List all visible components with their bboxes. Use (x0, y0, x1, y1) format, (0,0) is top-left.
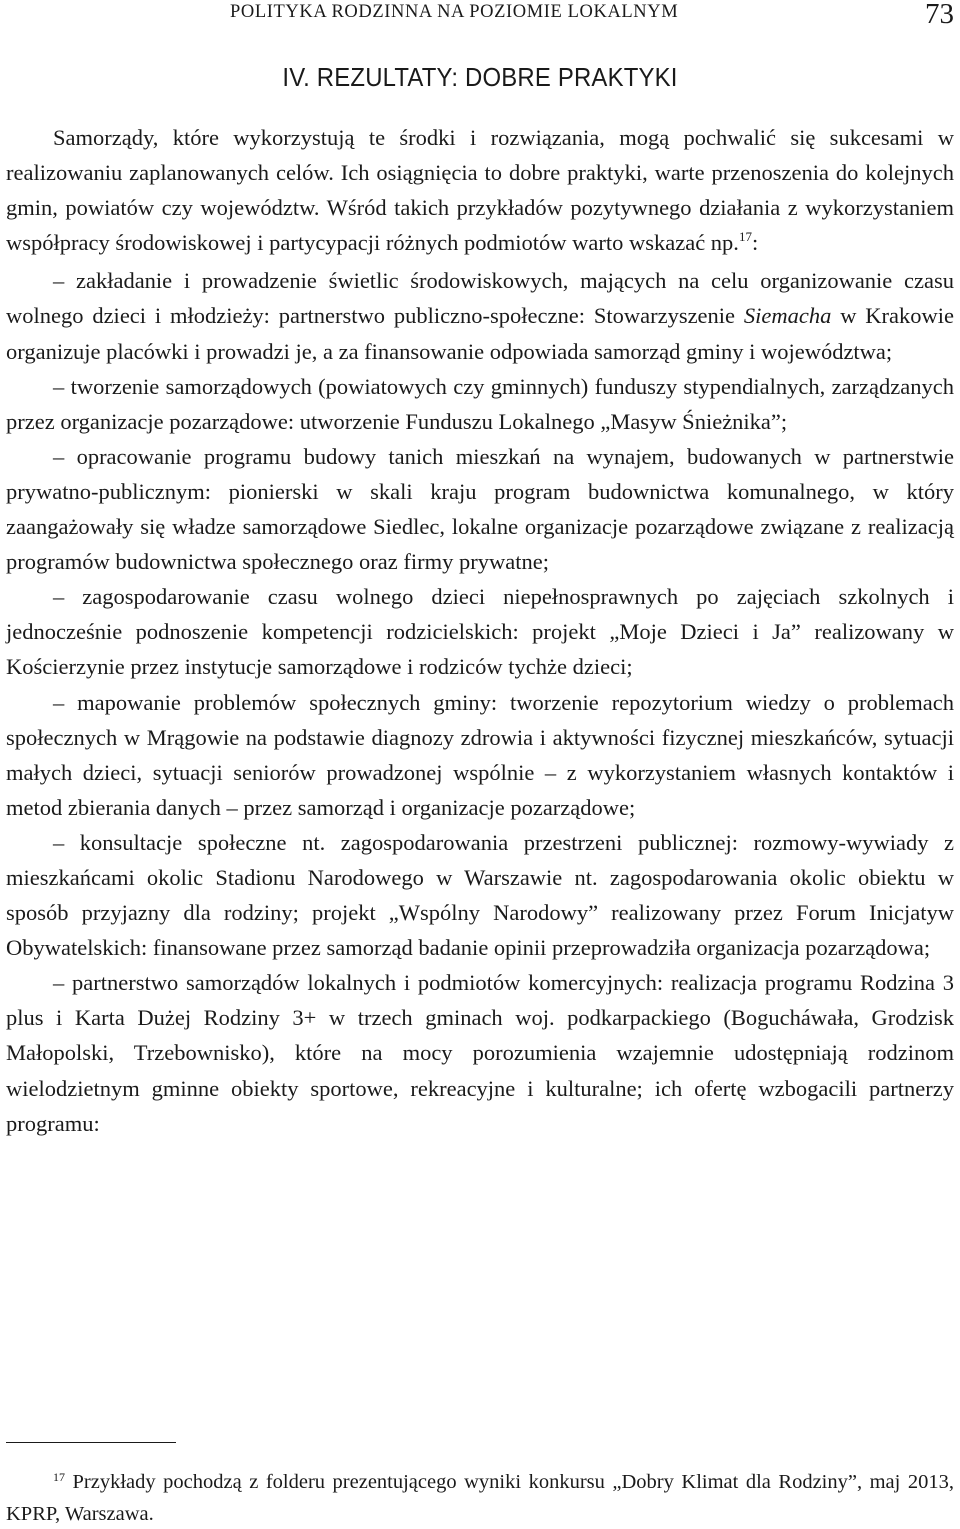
footnote-text: Przykłady pochodzą z folderu prezentującego wyniki konkursu „Dobry Klimat dla Rodziny”, maj 2013, KPRP, Warszawa. (6, 1471, 954, 1525)
list-item: – partnerstwo samorządów lokalnych i podmiotów komercyjnych: realizacja programu Rodzina 3 plus i Karta Dużej Rodziny 3+ w trzech gminach woj. podkarpackiego (Bogucháwała, Grodzisk Małopolski, Trzebownisko), które na mocy porozumienia wzajemnie udostępniają rodzinom wielodzietnym gminne obiekty sportowe, rekreacyjne i kulturalne; ich ofertę wzbogacili partnerzy programu: (6, 970, 954, 1136)
footnote (6, 1467, 954, 1529)
section-title: IV. REZULTATY: DOBRE PRAKTYKI (282, 62, 678, 92)
footnote-reference[interactable]: 17 (738, 229, 752, 245)
list-item: – mapowanie problemów społecznych gminy: tworzenie repozytorium wiedzy o problemach społecznych w Mrągowie na podstawie diagnozy zdrowia i aktywności fizycznej mieszkańców, sytuacji małych dzieci, sytuacji seniorów prowadzonej wspólnie – z wykorzystaniem własnych kontaktów i metod zbierania danych – przez samorząd i organizacje pozarządowe; (6, 689, 954, 820)
intro-tail: : (751, 230, 759, 256)
organization-name: Siemacha (743, 303, 832, 329)
list-item: – opracowanie programu budowy tanich mieszkań na wynajem, budowanych w partnerstwie prywatno-publicznym: pionierski w skali kraju program budownictwa komunalnego, w który zaangażowały się władze samorządowe Siedlec, lokalne organizacje pozarządowe związane z realizacją programów budownictwa społecznego oraz firmy prywatne; (6, 443, 954, 575)
intro-paragraph (6, 120, 954, 263)
list-item: – konsultacje społeczne nt. zagospodarowania przestrzeni publicznej: rozmowy-wywiady z mieszkańcami okolic Stadionu Narodowego w Warszawie nt. zagospodarowania okolic obiektu w sposób przyjazny dla rodziny; projekt „Wspólny Narodowy” realizowany przez Forum Inicjatyw Obywatelskich: finansowane przez samorząd badanie opinii przeprowadziła organizacja pozarządowa; (6, 829, 954, 961)
list-item: – zagospodarowanie czasu wolnego dzieci niepełnosprawnych po zajęciach szkolnych i jednocześnie podnoszenie kompetencji rodzicielskich: projekt „Moje Dzieci i Ja” realizowany w Kościerzynie przez instytucje samorządowe i rodziców tychże dzieci; (6, 584, 954, 680)
footnote-marker: 17 (53, 1470, 65, 1484)
list-item (6, 263, 954, 368)
running-head: POLITYKA RODZINNA NA POZIOMIE LOKALNYM (230, 2, 679, 22)
list-item: – tworzenie samorządowych (powiatowych czy gminnych) funduszy stypendialnych, zarządzanych przez organizacje pozarządowe: utworzenie Funduszu Lokalnego „Masyw Śnieżnika”; (6, 373, 954, 434)
page-header (0, 0, 960, 34)
page-number: 73 (925, 0, 954, 30)
list-item-text: w Krakowie organizuje placówki i prowadzi je, a za finansowanie odpowiada samorząd gminy i województwa; (6, 303, 954, 364)
footnote-divider (6, 1442, 176, 1443)
body-text (6, 120, 954, 1141)
list-item-text: – zakładanie i prowadzenie świetlic środowiskowych, mających na celu organizowanie czasu wolnego dzieci i młodzieży: partnerstwo publiczno-społeczne: Stowarzyszenie (6, 268, 954, 329)
intro-text: Samorządy, które wykorzystują te środki i rozwiązania, mogą pochwalić się sukcesami w realizowaniu zaplanowanych celów. Ich osiągnięcia to dobre praktyki, warte przenoszenia do kolejnych gmin, powiatów czy województw. Wśród takich przykładów pozytywnego działania z wykorzystaniem współpracy środowiskowej i partycypacji różnych podmiotów warto wskazać np. (6, 125, 954, 256)
